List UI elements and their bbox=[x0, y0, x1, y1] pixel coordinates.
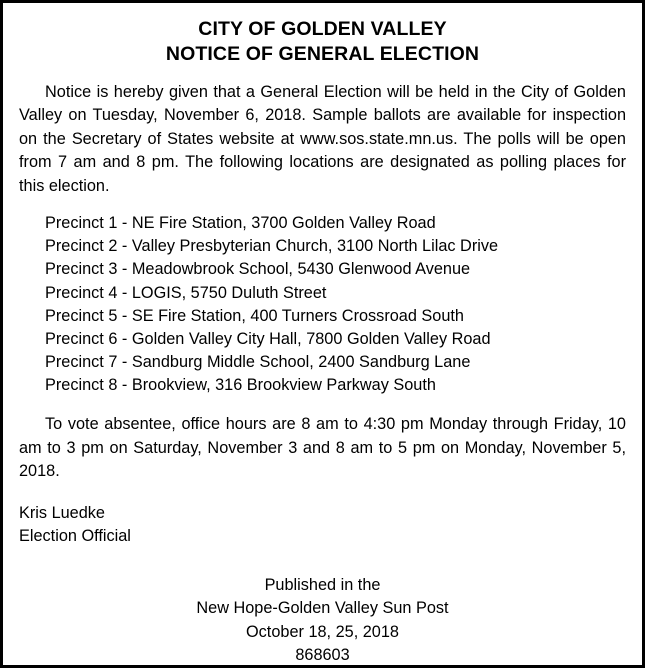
list-item: Precinct 3 - Meadowbrook School, 5430 Glenwood Avenue bbox=[45, 260, 471, 279]
intro-text: Notice is hereby given that a General Election will be held in the City of Golden Valley on Tuesday, November 6, 2018. Sample ballots are available for inspection on the Secretary of States website at www.sos.state.mn.us. The polls will be open from 7 am and 8 pm. The following locations are designated as polling places for this election. bbox=[19, 82, 626, 195]
publication-number: 868603 bbox=[295, 646, 350, 665]
list-item: Precinct 5 - SE Fire Station, 400 Turners Crossroad South bbox=[45, 306, 464, 325]
official-role: Election Official bbox=[19, 526, 131, 545]
title-line-notice: NOTICE OF GENERAL ELECTION bbox=[165, 42, 480, 65]
absentee-paragraph bbox=[19, 413, 626, 483]
intro-paragraph bbox=[19, 81, 626, 198]
list-item: Precinct 4 - LOGIS, 5750 Duluth Street bbox=[45, 283, 327, 302]
publication-name: New Hope-Golden Valley Sun Post bbox=[196, 599, 449, 618]
list-item: Precinct 1 - NE Fire Station, 3700 Golden Valley Road bbox=[45, 214, 436, 233]
signature-block bbox=[19, 502, 626, 548]
list-item: Precinct 2 - Valley Presbyterian Church, 3100 North Lilac Drive bbox=[45, 237, 499, 256]
published-label: Published in the bbox=[264, 575, 381, 594]
official-name: Kris Luedke bbox=[19, 503, 105, 522]
list-item: Precinct 6 - Golden Valley City Hall, 7800 Golden Valley Road bbox=[45, 329, 491, 348]
absentee-text: To vote absentee, office hours are 8 am to 4:30 pm Monday through Friday, 10 am to 3 pm on Saturday, November 3 and 8 am to 5 pm on Monday, November 5, 2018. bbox=[19, 415, 626, 481]
list-item: Precinct 7 - Sandburg Middle School, 2400 Sandburg Lane bbox=[45, 353, 471, 372]
publication-dates: October 18, 25, 2018 bbox=[246, 622, 399, 641]
page-title bbox=[19, 17, 626, 67]
title-line-city: CITY OF GOLDEN VALLEY bbox=[198, 18, 447, 40]
precinct-list bbox=[19, 212, 626, 397]
publication-block bbox=[19, 574, 626, 668]
list-item: Precinct 8 - Brookview, 316 Brookview Parkway South bbox=[45, 376, 436, 395]
